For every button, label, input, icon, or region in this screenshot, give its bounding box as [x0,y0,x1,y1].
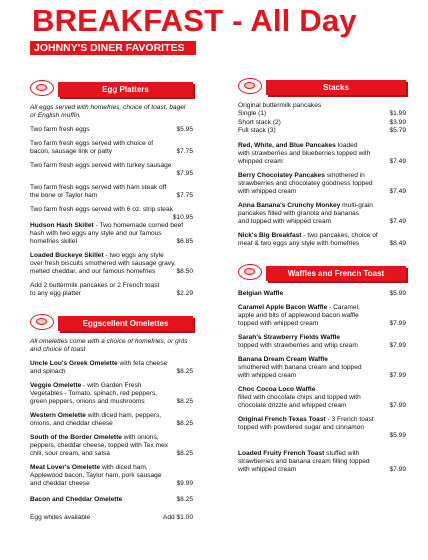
item-desc: with diced ham, [100,464,148,471]
item-text: the bone or Taylor ham [30,192,98,199]
item-text: meat & two eggs any style with homefries [238,239,360,247]
item-text: Egg whites available [30,514,91,521]
item-text: Two farm fresh eggs served with ham steak off [30,184,167,191]
item-text: topped with whipped cream [238,319,319,327]
item-price: $2.29 [176,290,193,297]
item-price: $7.99 [389,465,406,473]
menu-item [30,282,193,298]
menu-item [30,184,193,200]
right-column [238,76,406,480]
waffles-header [238,262,406,284]
menu-item [30,140,193,156]
menu-item [238,142,406,166]
plate-icon [238,264,262,280]
item-desc: smothered in [324,171,365,179]
stacks-heading: Stacks [266,80,406,95]
item-name: Meat Lover's Omelette [30,464,101,471]
item-name: Original French Texas Toast [238,415,326,423]
item-text: melted cheddar, and our famous homefries [30,268,156,275]
plate-icon [30,314,54,330]
item-name: Caramel Apple Bacon Waffle [238,303,328,311]
item-text: Two farm fresh eggs served with choice of [30,140,154,147]
item-text: hash with two eggs any style and our famous [30,230,162,237]
item-text: topped with powdered sugar and cinnamon [238,423,365,431]
egg-whites-note [30,514,193,522]
item-price: $7.95 [176,170,193,177]
menu-item [30,222,193,246]
menu-item [30,464,193,488]
item-price: $7.99 [389,371,406,379]
item-desc: stuffed with [324,449,360,457]
egg-platters-header [30,78,193,100]
menu-title: BREAKFAST - All Day [32,3,357,38]
item-text: Add 2 buttermilk pancakes or 2 French toast [30,282,160,289]
item-text: over fresh biscuits smothered with sausage gravy, [30,260,176,267]
item-name: Banana Dream Cream Waffle [238,355,328,363]
item-price: $5.99 [389,431,406,439]
item-text: Two farm fresh eggs served with 6 oz. strip steak [30,206,173,213]
menu-item [30,412,193,428]
item-text: Original buttermilk pancakes [238,102,322,109]
item-text: Two farm fresh eggs [30,126,90,133]
item-desc: - two eggs any style [103,252,164,259]
menu-item [30,126,193,134]
egg-platters-intro: All eggs served with homefries, choice of toast, bagel or English muffin. [30,104,186,119]
item-text: apple and bits of applewood bacon waffle [238,311,359,319]
item-name: Sarah's Strawberry Fields Waffle [238,333,341,341]
egg-platters-heading: Egg Platters [58,82,193,97]
item-text: peppers, cheddar cheese, topped with Tex mex [30,442,169,449]
item-text: chili, sour cream, and salsa [30,450,110,457]
item-desc: with onions, [121,434,159,441]
item-text: chocolate drizzle and whipped cream [238,401,347,409]
menu-item [238,304,406,328]
item-name: Hudson Hash Skillet [30,222,94,229]
item-price: $8.49 [389,239,406,247]
item-price: $5.95 [176,126,193,133]
plate-icon [238,78,262,94]
item-text: homefries skillet [30,238,78,245]
item-price: $8.25 [176,450,193,457]
item-text: Applewood bacon, Taylor ham, pork sausage [30,472,162,479]
item-price: $9.99 [176,480,193,487]
omelettes-header [30,312,193,334]
item-price: $7.49 [389,187,406,195]
menu-item [30,382,193,406]
pancake-sizes [238,102,406,136]
item-price: $5.99 [389,289,406,297]
item-price: Add $1.00 [162,514,193,521]
item-desc: - Two homemade corned beef [93,222,184,229]
item-name: Loaded Fruity French Toast [238,449,325,457]
item-price: $8.25 [176,420,193,427]
menu-item [30,496,193,504]
item-text: smothered with banana cream and topped [238,363,362,371]
item-text: strawberries and chocolatey goodness topped [238,179,373,187]
omelettes-intro: All omelettes come with a choice of homefries, or grits and choice of toast [30,338,188,353]
item-text: with whipped cream [238,187,297,195]
menu-item [30,206,193,222]
item-desc: - with Garden Fresh [81,382,142,389]
left-column [30,78,193,528]
item-name: Veggie Omelette [30,382,82,389]
item-desc: - Caramel, [327,303,360,311]
menu-item [238,172,406,196]
item-name: Loaded Buckeye Skillet [30,252,104,259]
waffles-heading: Waffles and French Toast [266,266,406,281]
item-text: onions, and cheddar cheese [30,420,113,427]
item-price: $3.99 [389,118,406,126]
item-price: $7.75 [176,148,193,155]
item-text: and spinach [30,368,66,375]
item-text: topped with strawberries and whip cream [238,341,358,349]
item-text: to any egg platter [30,290,81,297]
menu-item [30,434,193,458]
item-name: Anna Banana's Crunchy Monkey [238,201,341,209]
item-desc: - two pancakes, choice of [301,231,378,239]
item-price: $7.49 [389,157,406,165]
item-price: $8.25 [176,398,193,405]
item-price: $8.25 [176,368,193,375]
item-desc: - 3 French toast [325,415,374,423]
item-price: $7.99 [389,401,406,409]
menu-item [30,162,193,178]
menu-item [30,252,193,276]
menu-item [238,334,406,350]
menu-item [238,386,406,410]
item-name: South of the Border Omelette [30,434,122,441]
size-label: Single (1) [238,110,267,117]
item-text: and topped with whipped cream [238,217,332,225]
size-label: Full stack (3) [238,127,276,134]
menu-item [238,450,406,474]
omelettes-heading: Eggscellent Omelettes [58,316,193,331]
item-price: $7.99 [389,341,406,349]
item-text: pancakes filled with granola and bananas [238,209,359,217]
plate-icon [30,80,54,96]
item-text: whipped cream [238,157,283,165]
subtitle-banner: JOHNNY'S DINER FAVORITES [30,41,196,55]
item-price: $10.95 [172,214,193,221]
item-desc: with diced ham, peppers, [85,412,162,419]
item-name: Bacon and Cheddar Omelette [30,496,123,503]
item-price: $1.99 [389,110,406,117]
menu-item [238,232,406,248]
item-name: Choc Cocoa Loco Waffle [238,385,316,393]
item-price: $8.25 [176,496,193,503]
item-price: $7.75 [176,192,193,199]
item-text: and cheddar cheese [30,480,90,487]
item-text: with whipped cream [238,465,297,473]
item-name: Nick's Big Breakfast [238,231,302,239]
menu-item [30,360,193,376]
item-text: Two farm fresh eggs served with turkey sausage [30,162,172,169]
menu-item [238,356,406,380]
item-name: Berry Chocolatey Pancakes [238,171,325,179]
item-desc: with feta cheese [117,360,168,367]
item-name: Belgian Waffle [238,289,284,297]
item-name: Red, White, and Blue Pancakes [238,141,336,149]
item-name: Western Omelette [30,412,86,419]
menu-item [238,416,406,440]
size-label: Short stack (2) [238,118,281,126]
item-desc: multi-grain [340,201,373,209]
item-text: filled with chocolate chips and topped with [238,393,361,401]
item-text: bacon, sausage link or patty [30,148,113,155]
item-text: strawberries and banana cream filling topped [238,457,370,465]
item-price: $6.85 [176,238,193,245]
item-desc: loaded [335,141,358,149]
item-text: with whipped cream [238,371,297,379]
stacks-header [238,76,406,98]
menu-item [238,202,406,226]
item-text: Vegetables - Tomato, spinach, red peppers, [30,390,158,397]
item-price: $7.99 [389,319,406,327]
item-name: Uncle Lou's Greek Omelette [30,360,118,367]
item-text: green peppers, onions and mushrooms [30,398,145,405]
menu-item [238,290,406,298]
item-price: $7.49 [389,217,406,225]
item-text: with strawberries and blueberries topped with [238,149,371,157]
item-price: $8.50 [176,268,193,275]
item-price: $5.79 [389,127,406,134]
